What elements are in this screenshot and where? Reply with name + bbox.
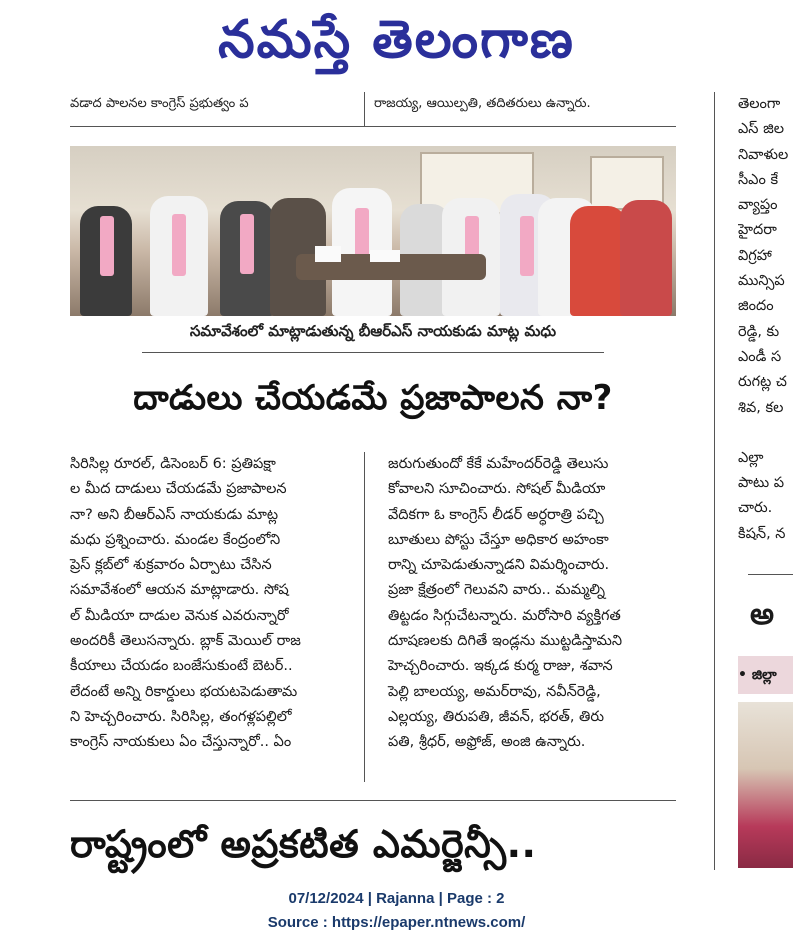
article-divider bbox=[70, 800, 676, 801]
text-line: ఎల్లయ్య, తిరుపతి, జీవన్, భరత్, తిరు bbox=[388, 708, 604, 725]
text-line: ల మీద దాడులు చేయడమే ప్రజాపాలన bbox=[70, 481, 287, 498]
pink-scarf bbox=[100, 216, 114, 276]
text-line: ప్రెస్ క్లబ్‌లో శుక్రవారం ఏర్పాటు చేసిన bbox=[70, 557, 272, 574]
person bbox=[620, 200, 672, 316]
text-line: పాటు ప bbox=[738, 475, 785, 492]
caption-divider bbox=[142, 352, 604, 353]
top-strip-left: వడాద పాలనల కాంగ్రెస్ ప్రభుత్వం ప bbox=[70, 96, 249, 111]
right-divider bbox=[748, 574, 793, 575]
person bbox=[570, 206, 626, 316]
top-column-divider bbox=[364, 92, 365, 126]
text-line: ప్రజా క్షేత్రంలో గెలువని వారు.. మమ్మల్ని bbox=[388, 582, 606, 599]
text-line: కాంగ్రెస్ నాయకులు ఏం చేస్తున్నారో.. ఏం bbox=[70, 734, 292, 751]
text-line: రెడ్డి, కు bbox=[738, 323, 780, 340]
text-line: ఎండీ స bbox=[738, 348, 782, 365]
text-line: ఎల్లా bbox=[738, 449, 764, 466]
text-line: విగ్రహా bbox=[738, 247, 772, 264]
text-line: తిట్టడం సిగ్గుచేటన్నారు. మరోసారి వ్యక్తిగత bbox=[388, 607, 621, 624]
text-line: పెల్లి బాలయ్య, అమర్‌రావు, నవీన్‌రెడ్డి, bbox=[388, 683, 601, 700]
text-line: ని హెచ్చరించారు. సిరిసిల్ల, తంగళ్లపల్లిలో bbox=[70, 708, 292, 725]
photo-caption: సమావేశంలో మాట్లాడుతున్న బీఆర్ఎస్ నాయకుడు మాట్ల మధు bbox=[189, 322, 557, 340]
top-divider bbox=[70, 126, 676, 127]
text-line: సమావేశంలో ఆయన మాట్లాడారు. సోష bbox=[70, 582, 289, 599]
text-line: తెలంగా bbox=[738, 96, 781, 112]
text-line: కీయాలు చేయడం బంజేసుకుంటే బెటర్.. bbox=[70, 658, 293, 675]
right-column-divider bbox=[714, 92, 715, 870]
next-article-headline: రాష్ట్రంలో అప్రకటిత ఎమర్జెన్సీ.. bbox=[70, 822, 537, 866]
text-line: వేదికగా ఓ కాంగ్రెస్ లీడర్ అర్ధరాత్రి పచ్చి bbox=[388, 506, 604, 523]
text-line: వ్యాప్తం bbox=[738, 197, 778, 214]
pink-scarf bbox=[172, 214, 186, 276]
right-photo bbox=[738, 702, 793, 868]
article-column-2 bbox=[388, 452, 676, 756]
text-line: మధు ప్రశ్నించారు. మండల కేంద్రంలోని bbox=[70, 531, 281, 548]
top-strip-right: రాజయ్య, ఆయిల్పతి, తదితరులు ఉన్నారు. bbox=[374, 96, 591, 111]
text-line: ల్ మీడియా దాడుల వెనుక ఎవరున్నారో bbox=[70, 607, 289, 624]
pink-scarf bbox=[520, 216, 534, 276]
pink-scarf bbox=[240, 214, 254, 274]
text-line: శివ, కల bbox=[738, 399, 784, 416]
text-line: నివాళుల bbox=[738, 146, 789, 163]
right-article-column bbox=[738, 92, 793, 547]
text-line: ఎస్ జిల bbox=[738, 121, 784, 138]
column-divider bbox=[364, 452, 365, 782]
text-line: మున్సిప bbox=[738, 273, 785, 290]
text-line: బూతులు పోస్టు చేస్తూ అధికార అహంకా bbox=[388, 531, 609, 548]
masthead bbox=[0, 0, 793, 92]
text-line: కిషన్, న bbox=[738, 525, 786, 542]
text-line: నా? అని బీఆర్ఎస్ నాయకుడు మాట్ల bbox=[70, 506, 279, 523]
paper bbox=[370, 250, 400, 262]
text-line: పతి, శ్రీధర్, అఫ్రోజ్, అంజి ఉన్నారు. bbox=[388, 734, 586, 751]
text-line: సీఎం కే bbox=[738, 171, 779, 188]
text-line: కోవాలని సూచించారు. సోషల్ మీడియా bbox=[388, 481, 606, 498]
text-line: హైదరా bbox=[738, 222, 777, 239]
article-column-1 bbox=[70, 452, 355, 756]
newspaper-title: నమస్తే తెలంగాణ bbox=[218, 9, 575, 70]
text-line: రాన్ని చూపెడుతున్నాడని విమర్శించారు. bbox=[388, 557, 610, 574]
paper bbox=[315, 246, 341, 262]
text-line: రుగట్ల చ bbox=[738, 374, 787, 391]
text-line: జరుగుతుందో కేకే మహేందర్‌రెడ్డి తెలుసు bbox=[388, 456, 609, 472]
right-headline: అ bbox=[750, 597, 774, 632]
text-line bbox=[738, 421, 793, 446]
text-line: జిందం bbox=[738, 298, 774, 315]
footer-source-line: Source : https://epaper.ntnews.com/ bbox=[267, 914, 526, 931]
news-photo bbox=[70, 146, 676, 316]
text-line: అందరికీ తెలుసన్నారు. బ్లాక్ మెయిల్ రాజ bbox=[70, 633, 301, 650]
text-line: సిరిసిల్ల రూరల్, డిసెంబర్ 6: ప్రతిపక్షా bbox=[70, 456, 276, 472]
footer-date-line: 07/12/2024 | Rajanna | Page : 2 bbox=[288, 890, 505, 907]
text-line: దూషణలకు దిగితే ఇండ్లను ముట్టడిస్తామని bbox=[388, 633, 623, 650]
text-line: హెచ్చరించారు. ఇక్కడ కుర్మ రాజు, శవాన bbox=[388, 658, 613, 675]
right-section-band: • జిల్లా bbox=[738, 656, 793, 694]
article-headline: దాడులు చేయడమే ప్రజాపాలన నా? bbox=[133, 378, 613, 418]
text-line: చారు. bbox=[738, 500, 773, 517]
text-line: లేదంటే అన్ని రికార్డులు భయటపెడుతామ bbox=[70, 683, 298, 700]
